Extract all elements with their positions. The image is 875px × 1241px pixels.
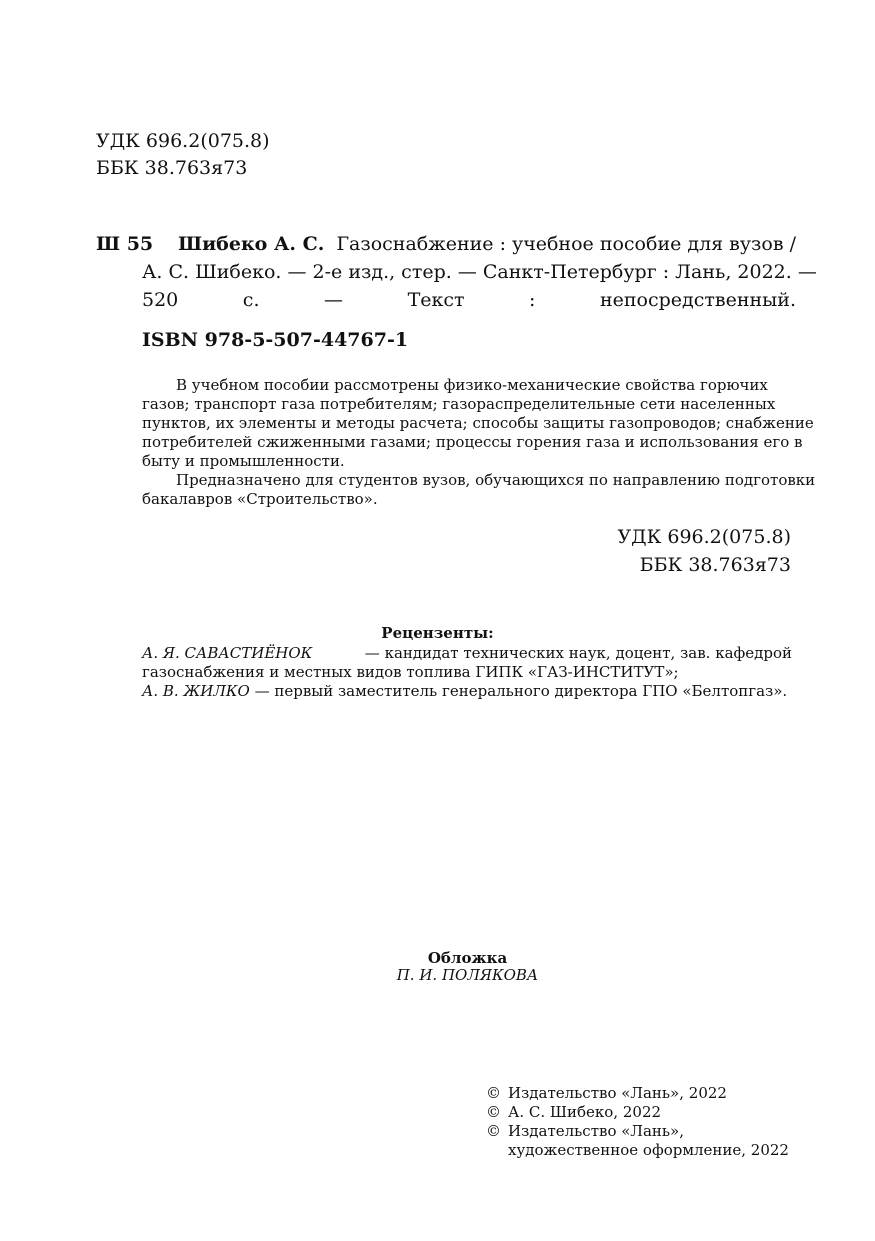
annotation-line: бакалавров «Строительство».: [142, 490, 378, 508]
biblio-line-2: А. С. Шибеко. — 2-е изд., стер. — Санкт-Петербург : Лань, 2022. —: [142, 261, 817, 283]
annotation-line: газов; транспорт газа потребителям; газораспределительные сети населенных: [142, 395, 776, 413]
isbn: ISBN 978-5-507-44767-1: [142, 329, 409, 351]
copyright-line-2: [486, 1103, 806, 1122]
copyright-block: [486, 1084, 806, 1160]
annotation: [142, 376, 816, 509]
biblio-line-1: [142, 229, 796, 257]
copyright-line-3: [486, 1122, 806, 1141]
reviewer-1-name: А. Я. САВАСТИЁНОК: [142, 644, 313, 662]
author-name: Шибеко А. С.: [178, 233, 325, 255]
udk-code-top: УДК 696.2(075.8): [96, 130, 270, 152]
copyright-line-3-continued: художественное оформление, 2022: [508, 1141, 789, 1159]
bibliographic-record: [96, 229, 817, 313]
annotation-line: потребителей сжиженными газами; процессы горения газа и использования его в: [142, 433, 803, 451]
copyright-publisher: Издательство «Лань», 2022: [508, 1084, 727, 1102]
cover-heading: Обложка: [427, 949, 508, 967]
annotation-line: пунктов, их элементы и методы расчета; способы защиты газопроводов; снабжение: [142, 414, 814, 432]
author-sign-code: Ш 55: [96, 233, 154, 255]
copyright-line-1: [486, 1084, 806, 1103]
reviewer-2-line: [142, 682, 792, 701]
annotation-line: В учебном пособии рассмотрены физико-механические свойства горючих: [176, 376, 768, 394]
annotation-line: Предназначено для студентов вузов, обучающихся по направлению подготовки: [176, 471, 816, 489]
reviewer-2-title: — первый заместитель генерального директора ГПО «Белтопгаз».: [254, 682, 788, 700]
biblio-title: Газоснабжение : учебное пособие для вузов /: [336, 233, 796, 255]
biblio-line-3: 520 с. — Текст : непосредственный.: [142, 289, 796, 311]
udk-code-right: УДК 696.2(075.8): [617, 526, 791, 548]
reviewers-list: [142, 644, 792, 701]
copyright-publisher-design: Издательство «Лань»,: [508, 1122, 685, 1140]
copyright-author: А. С. Шибеко, 2022: [508, 1103, 662, 1121]
copyright-icon: ©: [486, 1122, 501, 1140]
reviewer-1-line-2: газоснабжения и местных видов топлива ГИПК «ГАЗ-ИНСТИТУТ»;: [142, 663, 679, 681]
bbk-code-right: ББК 38.763я73: [639, 554, 791, 576]
reviewers-heading: Рецензенты:: [381, 624, 494, 642]
reviewer-2-name: А. В. ЖИЛКО: [142, 682, 250, 700]
bibliographic-description: [142, 229, 817, 313]
copyright-icon: ©: [486, 1084, 501, 1102]
reviewer-1-line-1: [142, 644, 792, 663]
reviewer-1-title: — кандидат технических наук, доцент, зав. кафедрой: [364, 644, 792, 662]
cover-designer: П. И. ПОЛЯКОВА: [396, 966, 539, 984]
bbk-code-top: ББК 38.763я73: [96, 157, 248, 179]
copyright-icon: ©: [486, 1103, 501, 1121]
annotation-line: быту и промышленности.: [142, 452, 345, 470]
